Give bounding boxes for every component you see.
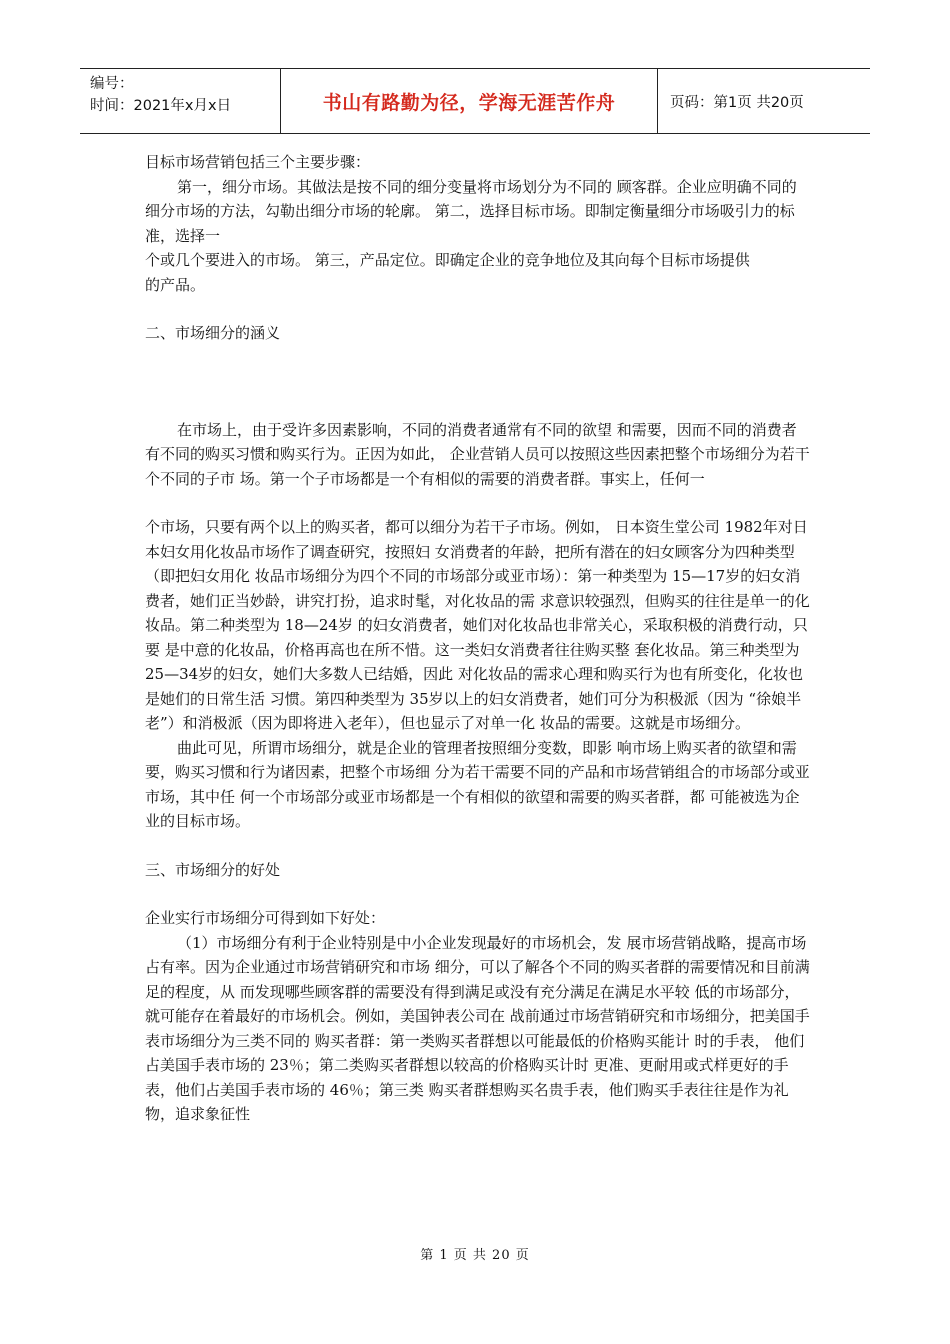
steps-paragraph-end: 的产品。 [145, 275, 206, 294]
document-number-label: 编号： [90, 76, 134, 92]
header-page-label: 页码：第1页 共20页 [670, 94, 804, 111]
header-meta [80, 69, 281, 133]
section-intro: 企业实行市场细分可得到如下好处： [145, 909, 386, 927]
steps-paragraph-continued: 个或几个要进入的市场。 第三，产品定位。即确定企业的竞争地位及其向每个目标市场提供 [145, 251, 750, 269]
paragraph: （1）市场细分有利于企业特别是中小企业发现最好的市场机会，发 展市场营销战略，提高市场占有率。因为企业通过市场营销研究和市场 细分，可以了解各个不同的购买者群的需要情况和目前满足的程度，从 而发现哪些顾客群的需要没有得到满足或没有充分满足在满足水平较 低的市场部分，就可能存在着最好的市场机会。例如，美国钟表公司在 战前通过市场营销研究和市场细分，把美国手表市场细分为三类不同的 购买者群：第一类购买者群想以可能最低的价格购买能计 时的手表， 他们占美国手表市场的 23％；第二类购买者群想以较高的价格购买计时 更准、更耐用或式样更好的手表，他们占美国手表市场的 46％；第三类 购买者群想购买名贵手表，他们购买手表往往是作为礼物，追求象征性 [145, 933, 810, 1123]
page-header [80, 68, 870, 134]
header-motto: 书山有路勤为径，学海无涯苦作舟 [281, 69, 658, 133]
paragraph: 曲此可见，所谓市场细分，就是企业的管理者按照细分变数，即影 响市场上购买者的欲望和需要，购买习惯和行为诸因素，把整个市场细 分为若干需要不同的产品和市场营销组合的市场部分或亚市场，其中任 何一个市场部分或亚市场都是一个有相似的欲望和需要的购买者群，都 可能被选为企业的目标市场。 [145, 738, 810, 830]
intro-paragraph: 目标市场营销包括三个主要步骤： [145, 153, 371, 171]
section-heading: 三、市场细分的好处 [145, 860, 281, 879]
document-body [145, 150, 810, 1127]
steps-paragraph: 第一，细分市场。其做法是按不同的细分变量将市场划分为不同的 顾客群。企业应明确不同的细分市场的方法，勾勒出细分市场的轮廓。 第二，选择目标市场。即制定衡量细分市场吸引力的标准，选择一 [145, 177, 797, 245]
paragraph-continued: 个市场，只要有两个以上的购买者，都可以细分为若干子市场。例如， 日本资生堂公司 1982年对日本妇女用化妆品市场作了调查研究，按照妇 女消费者的年龄，把所有潜在的妇女顾客分为四种类型（即把妇女用化 妆品市场细分为四个不同的市场部分或亚市场）：第一种类型为 15—17岁的妇女消费者，她们正当妙龄，讲究打扮，追求时髦，对化妆品的需 求意识较强烈，但购买的往往是单一的化妆品。第二种类型为 18—24岁 的妇女消费者，她们对化妆品也非常关心，采取积极的消费行动，只要 是中意的化妆品，价格再高也在所不惜。这一类妇女消费者往往购买整 套化妆品。第三种类型为 25—34岁的妇女，她们大多数人已结婚，因此 对化妆品的需求心理和购买行为也有所变化，化妆也是她们的日常生活 习惯。第四种类型为 35岁以上的妇女消费者，她们可分为积极派（因为 “徐娘半老”）和消极派（因为即将进入老年），但也显示了对单一化 妆品的需要。这就是市场细分。 [145, 518, 810, 732]
document-time-label: 时间：2021年x月x日 [90, 98, 232, 114]
section-heading: 二、市场细分的涵义 [145, 324, 281, 342]
page-footer: 第 1 页 共 20 页 [420, 1248, 530, 1263]
paragraph: 在市场上，由于受许多因素影响，不同的消费者通常有不同的欲望 和需要，因而不同的消费者有不同的购买习惯和购买行为。正因为如此， 企业营销人员可以按照这些因素把整个市场细分为若干个不同的子市 场。第一个子市场都是一个有相似的需要的消费者群。事实上，任何一 [145, 420, 810, 488]
